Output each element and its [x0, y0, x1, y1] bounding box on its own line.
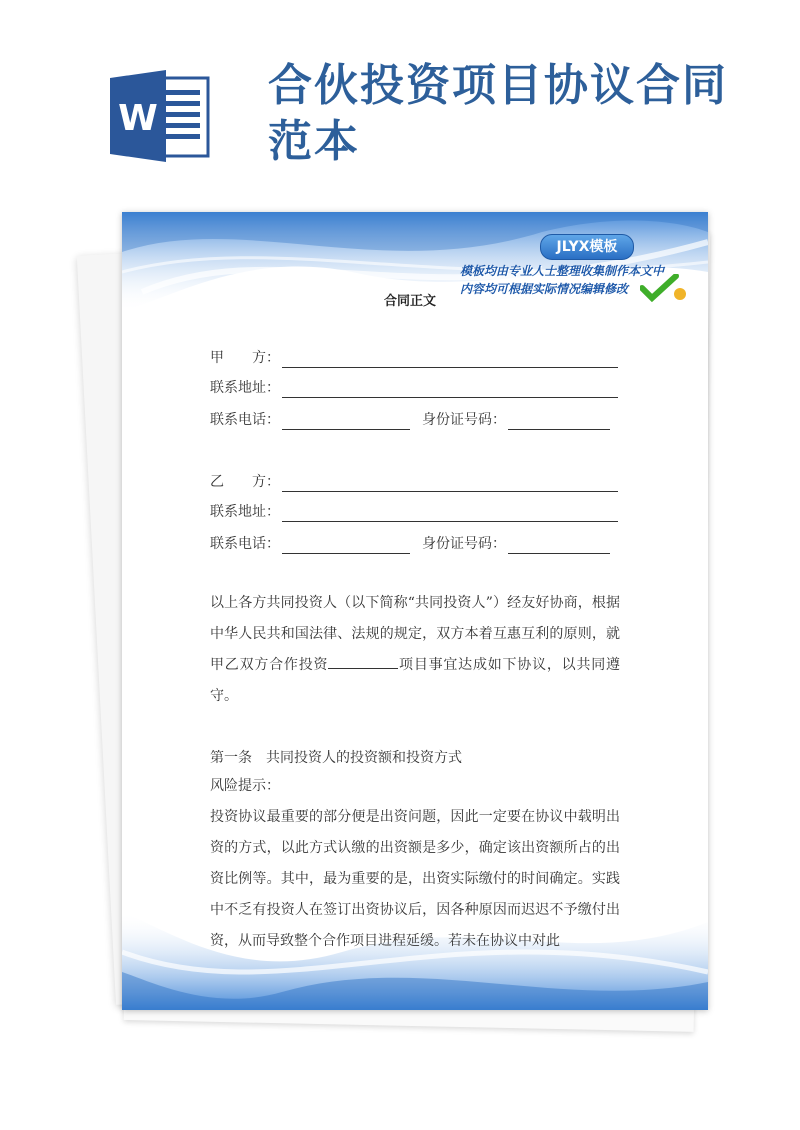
svg-text:W: W [118, 98, 158, 139]
party-a-id-label: 身份证号码： [422, 412, 506, 428]
intro-text: 以上各方共同投资人（以下简称“共同投资人”）经友好协商，根据中华人民共和国法律、法规的规定，双方本着互惠互利的原则，就甲乙双方合作投资 [210, 595, 620, 673]
fill-in-line [282, 351, 618, 368]
party-b-address-field [210, 502, 618, 522]
party-a-phone-field [210, 410, 610, 430]
party-a-address-label: 联系地址： [210, 380, 280, 396]
fill-in-line [282, 537, 410, 554]
party-b-address-label: 联系地址： [210, 504, 280, 520]
party-b-name-field [210, 472, 618, 492]
checkmark-icon [640, 274, 686, 302]
party-a-phone-label: 联系电话： [210, 412, 280, 428]
project-blank-line [328, 652, 398, 669]
intro-text: 项目事宜达成如下协议，以共同遵守。 [210, 657, 621, 704]
fill-in-line [282, 475, 618, 492]
word-document-icon [108, 68, 212, 164]
page-title: 合伙投资项目协议合同范本 [268, 60, 728, 167]
fill-in-line [508, 413, 610, 430]
document-heading: 合同正文 [384, 294, 437, 309]
party-a-name-field [210, 348, 618, 368]
fill-in-line [508, 537, 610, 554]
party-a-name-label: 甲 方： [210, 350, 280, 366]
party-b-phone-label: 联系电话： [210, 536, 280, 552]
fill-in-line [282, 505, 618, 522]
fill-in-line [282, 381, 618, 398]
template-note-line: 模板均由专业人士整理收集制作本文中 [460, 264, 665, 278]
party-b-id-label: 身份证号码： [422, 536, 506, 552]
template-note-line: 内容均可根据实际情况编辑修改 [460, 282, 629, 296]
document-page [122, 212, 708, 1010]
template-badge: JLYX模板 [540, 234, 634, 260]
article-1-title: 第一条 共同投资人的投资额和投资方式 [210, 750, 462, 766]
party-b-name-label: 乙 方： [210, 474, 280, 490]
risk-label: 风险提示： [210, 778, 280, 794]
risk-paragraph: 投资协议最重要的部分便是出资问题，因此一定要在协议中载明出资的方式，以此方式认缴的出资额是多少，确定该出资额所占的出资比例等。其中，最为重要的是，出资实际缴付的时间确定。实践中不乏有投资人在签订出资协议后，因各种原因而迟迟不予缴付出资，从而导致整个合作项目进程延缓。若未在协议中对此 [210, 809, 620, 949]
party-b-phone-field [210, 534, 610, 554]
party-a-address-field [210, 378, 618, 398]
intro-paragraph [210, 588, 620, 712]
fill-in-line [282, 413, 410, 430]
